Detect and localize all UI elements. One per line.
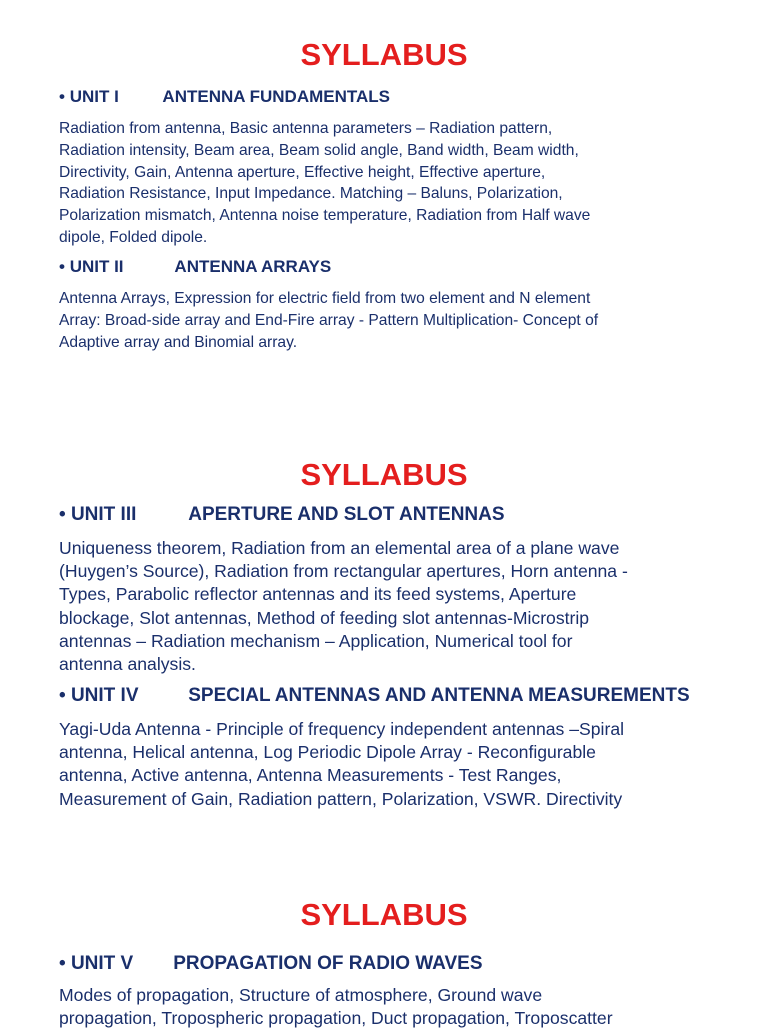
description-line: dipole, Folded dipole.	[59, 228, 208, 246]
unit-name: ANTENNA FUNDAMENTALS	[162, 87, 391, 106]
description-line: Array: Broad-side array and End-Fire array - Pattern Multiplication- Concept of	[59, 311, 599, 329]
unit-heading	[59, 256, 331, 278]
description-line: antenna analysis.	[59, 654, 196, 675]
description-line: Antenna Arrays, Expression for electric field from two element and N element	[59, 290, 591, 307]
unit-heading	[59, 952, 483, 976]
unit-name: SPECIAL ANTENNAS AND ANTENNA MEASUREMENTS	[188, 685, 690, 706]
unit-description	[59, 288, 749, 353]
description-line: antenna, Helical antenna, Log Periodic Dipole Array - Reconfigurable	[59, 742, 596, 763]
unit-number: UNIT II	[69, 257, 124, 276]
unit-name: ANTENNA ARRAYS	[174, 257, 332, 276]
description-line: antenna, Active antenna, Antenna Measurements - Test Ranges,	[59, 765, 562, 786]
bullet-icon: •	[59, 685, 66, 706]
description-line: Types, Parabolic reflector antennas and its feed systems, Aperture	[59, 584, 577, 605]
unit-number: UNIT V	[70, 953, 134, 974]
unit-description	[59, 118, 749, 249]
slide-title: SYLLABUS	[300, 457, 468, 492]
description-line: Radiation from antenna, Basic antenna parameters – Radiation pattern,	[59, 120, 553, 137]
unit-description	[59, 984, 749, 1030]
bullet-icon: •	[59, 257, 65, 276]
bullet-icon: •	[59, 504, 66, 525]
description-line: Measurement of Gain, Radiation pattern, Polarization, VSWR. Directivity	[59, 788, 623, 809]
unit-heading	[59, 86, 390, 108]
unit-name: APERTURE AND SLOT ANTENNAS	[188, 504, 505, 525]
description-line: Adaptive array and Binomial array.	[59, 333, 298, 351]
unit-number: UNIT III	[70, 504, 137, 525]
description-line: propagation, Tropospheric propagation, Duct propagation, Troposcatter	[59, 1008, 613, 1029]
description-line: Radiation intensity, Beam area, Beam solid angle, Band width, Beam width,	[59, 141, 579, 159]
unit-number: UNIT IV	[70, 685, 139, 706]
bullet-icon: •	[59, 953, 66, 974]
unit-description	[59, 718, 749, 811]
unit-name: PROPAGATION OF RADIO WAVES	[173, 953, 483, 974]
description-line: Uniqueness theorem, Radiation from an elemental area of a plane wave	[59, 538, 620, 558]
description-line: Radiation Resistance, Input Impedance. Matching – Baluns, Polarization,	[59, 185, 563, 203]
slide-title: SYLLABUS	[300, 897, 468, 932]
description-line: Yagi-Uda Antenna - Principle of frequency independent antennas –Spiral	[59, 719, 625, 739]
slide-title: SYLLABUS	[300, 37, 468, 72]
description-line: Modes of propagation, Structure of atmosphere, Ground wave	[59, 985, 543, 1005]
description-line: Directivity, Gain, Antenna aperture, Effective height, Effective aperture,	[59, 163, 546, 181]
description-line: Polarization mismatch, Antenna noise temperature, Radiation from Half wave	[59, 207, 591, 225]
unit-heading	[59, 503, 505, 527]
bullet-icon: •	[59, 87, 65, 106]
unit-number: UNIT I	[69, 87, 119, 106]
unit-description	[59, 537, 749, 676]
description-line: antennas – Radiation mechanism – Application, Numerical tool for	[59, 630, 573, 651]
description-line: blockage, Slot antennas, Method of feeding slot antennas-Microstrip	[59, 607, 590, 628]
unit-heading	[59, 684, 690, 708]
description-line: (Huygen’s Source), Radiation from rectangular apertures, Horn antenna -	[59, 561, 628, 582]
